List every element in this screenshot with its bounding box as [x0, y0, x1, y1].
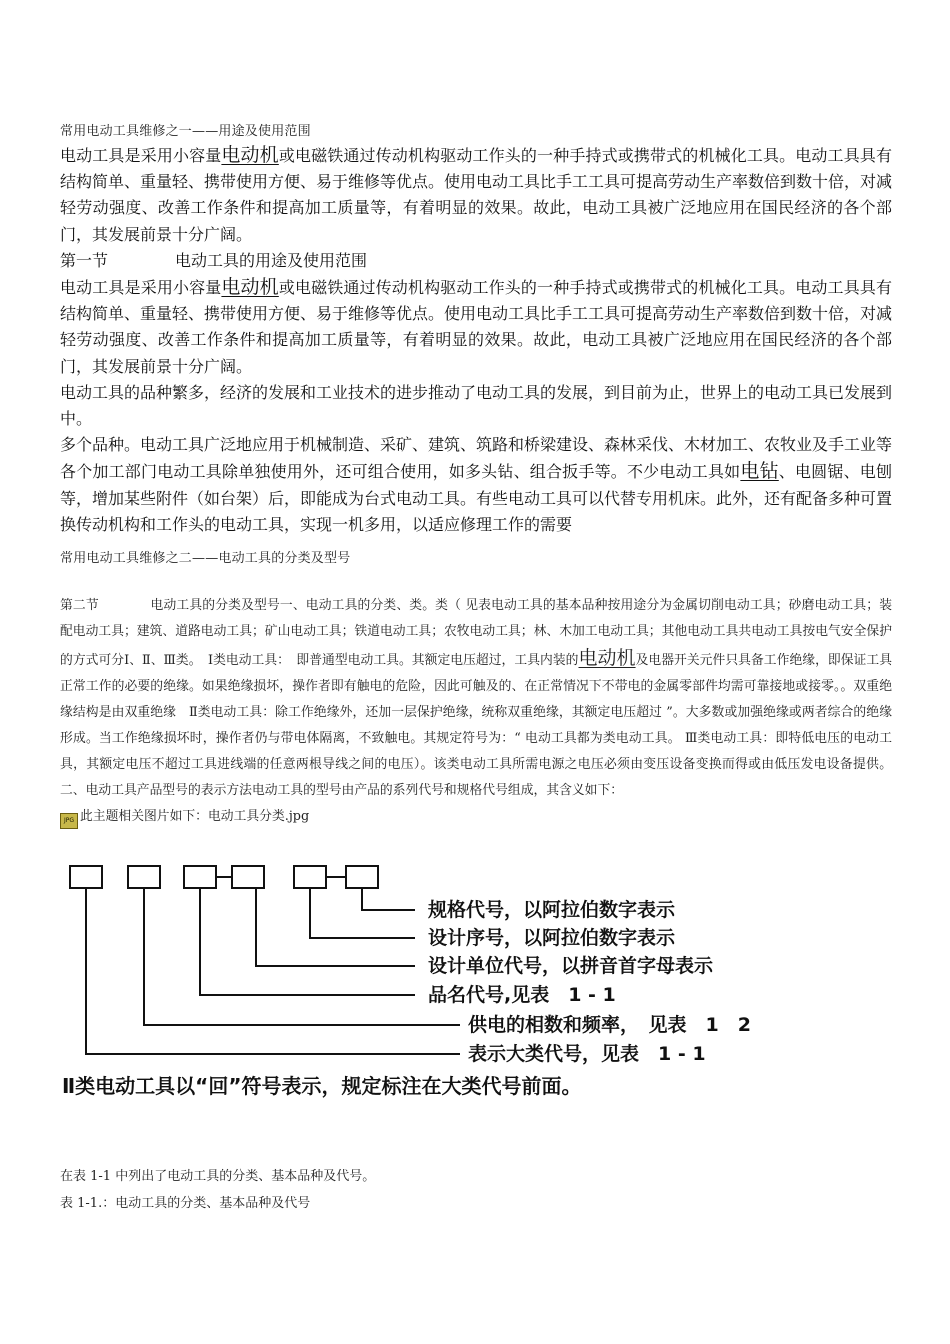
diagram-label-6: 表示大类代号，见表 1 - 1 [468, 1043, 706, 1065]
section1-para4: 多个品种。电动工具广泛地应用于机械制造、采矿、建筑、筑路和桥梁建设、森林采伐、木材加工、农牧业及手工业等各个加工部门电动工具除单独使用外，还可组合使用，如多头钻、组合扳手等。不少电动工具如电钻、电圆锯、电刨等，增加某些附件（如台架）后，即能成为台式电动工具。有些电动工具可以代替专用机床。此外，还有配备多种可置换传动机构和工作头的电动工具，实现一机多用，以适应修理工作的需要 [60, 435, 893, 534]
diagram-label-4: 品名代号,见表 1 - 1 [428, 984, 616, 1006]
code-box-1 [70, 866, 102, 888]
heading-text: 电动工具的用途及使用范围 [175, 250, 368, 270]
model-code-diagram [60, 848, 820, 1108]
section2-title: 常用电动工具维修之二——电动工具的分类及型号 [60, 551, 351, 566]
section1-title: 常用电动工具维修之一——用途及使用范围 [60, 124, 311, 139]
section2-body [60, 593, 892, 830]
motor-link[interactable]: 电动机 [578, 647, 636, 669]
code-box-2 [128, 866, 160, 888]
section1-heading [60, 248, 892, 274]
heading-number: 第一节 [60, 250, 109, 270]
section1-body [60, 142, 892, 538]
diagram-label-5: 供电的相数和频率， 见表 1 2 [468, 1014, 751, 1036]
code-box-5 [294, 866, 326, 888]
table-caption: 表 1-1.：电动工具的分类、基本品种及代号 [60, 1196, 311, 1211]
motor-link[interactable]: 电动机 [221, 144, 279, 166]
diagram-label-3: 设计单位代号，以拼音首字母表示 [428, 955, 714, 977]
jpg-file-icon: JPG [60, 813, 78, 829]
section1-para1: 电动工具是采用小容量电动机或电磁铁通过传动机构驱动工作头的一种手持式或携带式的机械化工具。电动工具具有结构简单、重量轻、携带使用方便、易于维修等优点。使用电动工具比手工工具可提高劳动生产率数倍到数十倍，对减轻劳动强度、改善工作条件和提高加工质量等，有着明显的效果。故此，电动工具被广泛地应用在国民经济的各个部门，其发展前景十分广阔。 [60, 144, 893, 244]
section2-para: 第二节 电动工具的分类及型号一、电动工具的分类、类。类（ 见表电动工具的基本品种按用途分为金属切削电动工具；砂磨电动工具；装配电动工具；建筑、道路电动工具；矿山电动工具；铁道电动工具；农牧电动工具；林、木加工电动工具；其他电动工具共电动工具按电气安全保护的方式可分Ⅰ、Ⅱ、Ⅲ类。 Ⅰ类电动工具： 即普通型电动工具。其额定电压超过，工具内装的电动机及电器开关元件只具备工作绝缘，即保证工具正常工作的必要的绝缘。如果绝缘损坏，操作者即有触电的危险，因此可触及的、在正常情况下不带电的金属零部件均需可靠接地或接零。。双重绝缘结构是由双重绝缘 Ⅱ类电动工具：除工作绝缘外，还加一层保护绝缘，统称双重绝缘，其额定电压超过 ”。大多数或加强绝缘或两者综合的绝缘形成。当工作绝缘损坏时，操作者仍与带电体隔离，不致触电。其规定符号为：“ 电动工具都为类电动工具。 Ⅲ类电动工具：即特低电压的电动工具，其额定电压不超过工具进线端的任意两根导线之间的电压）。该类电动工具所需电源之电压必须由变压设备变换而得或由低压发电设备提供。二、电动工具产品型号的表示方法电动工具的型号由产品的系列代号和规格代号组成，其含义如下： [60, 598, 892, 798]
section1-para2: 电动工具是采用小容量电动机或电磁铁通过传动机构驱动工作头的一种手持式或携带式的机械化工具。电动工具具有结构简单、重量轻、携带使用方便、易于维修等优点。使用电动工具比手工工具可提高劳动生产率数倍到数十倍，对减轻劳动强度、改善工作条件和提高加工质量等，有着明显的效果。故此，电动工具被广泛地应用在国民经济的各个部门，其发展前景十分广阔。 [60, 276, 893, 376]
drill-link[interactable]: 电钻 [740, 460, 779, 483]
footer-line-1: 在表 1-1 中列出了电动工具的分类、基本品种及代号。 [60, 1169, 376, 1184]
diagram-label-1: 规格代号，以阿拉伯数字表示 [428, 899, 676, 921]
diagram-note: Ⅱ类电动工具以“回”符号表示，规定标注在大类代号前面。 [62, 1074, 582, 1098]
motor-link[interactable]: 电动机 [221, 276, 279, 299]
code-box-4 [232, 866, 264, 888]
diagram-label-2: 设计序号，以阿拉伯数字表示 [428, 927, 676, 949]
section1-para3: 电动工具的品种繁多，经济的发展和工业技术的进步推动了电动工具的发展，到目前为止，世界上的电动工具已发展到中。 [60, 382, 893, 429]
code-box-3 [184, 866, 216, 888]
image-caption: JPG 此主题相关图片如下：电动工具分类.jpg [60, 804, 892, 830]
code-box-6 [346, 866, 378, 888]
